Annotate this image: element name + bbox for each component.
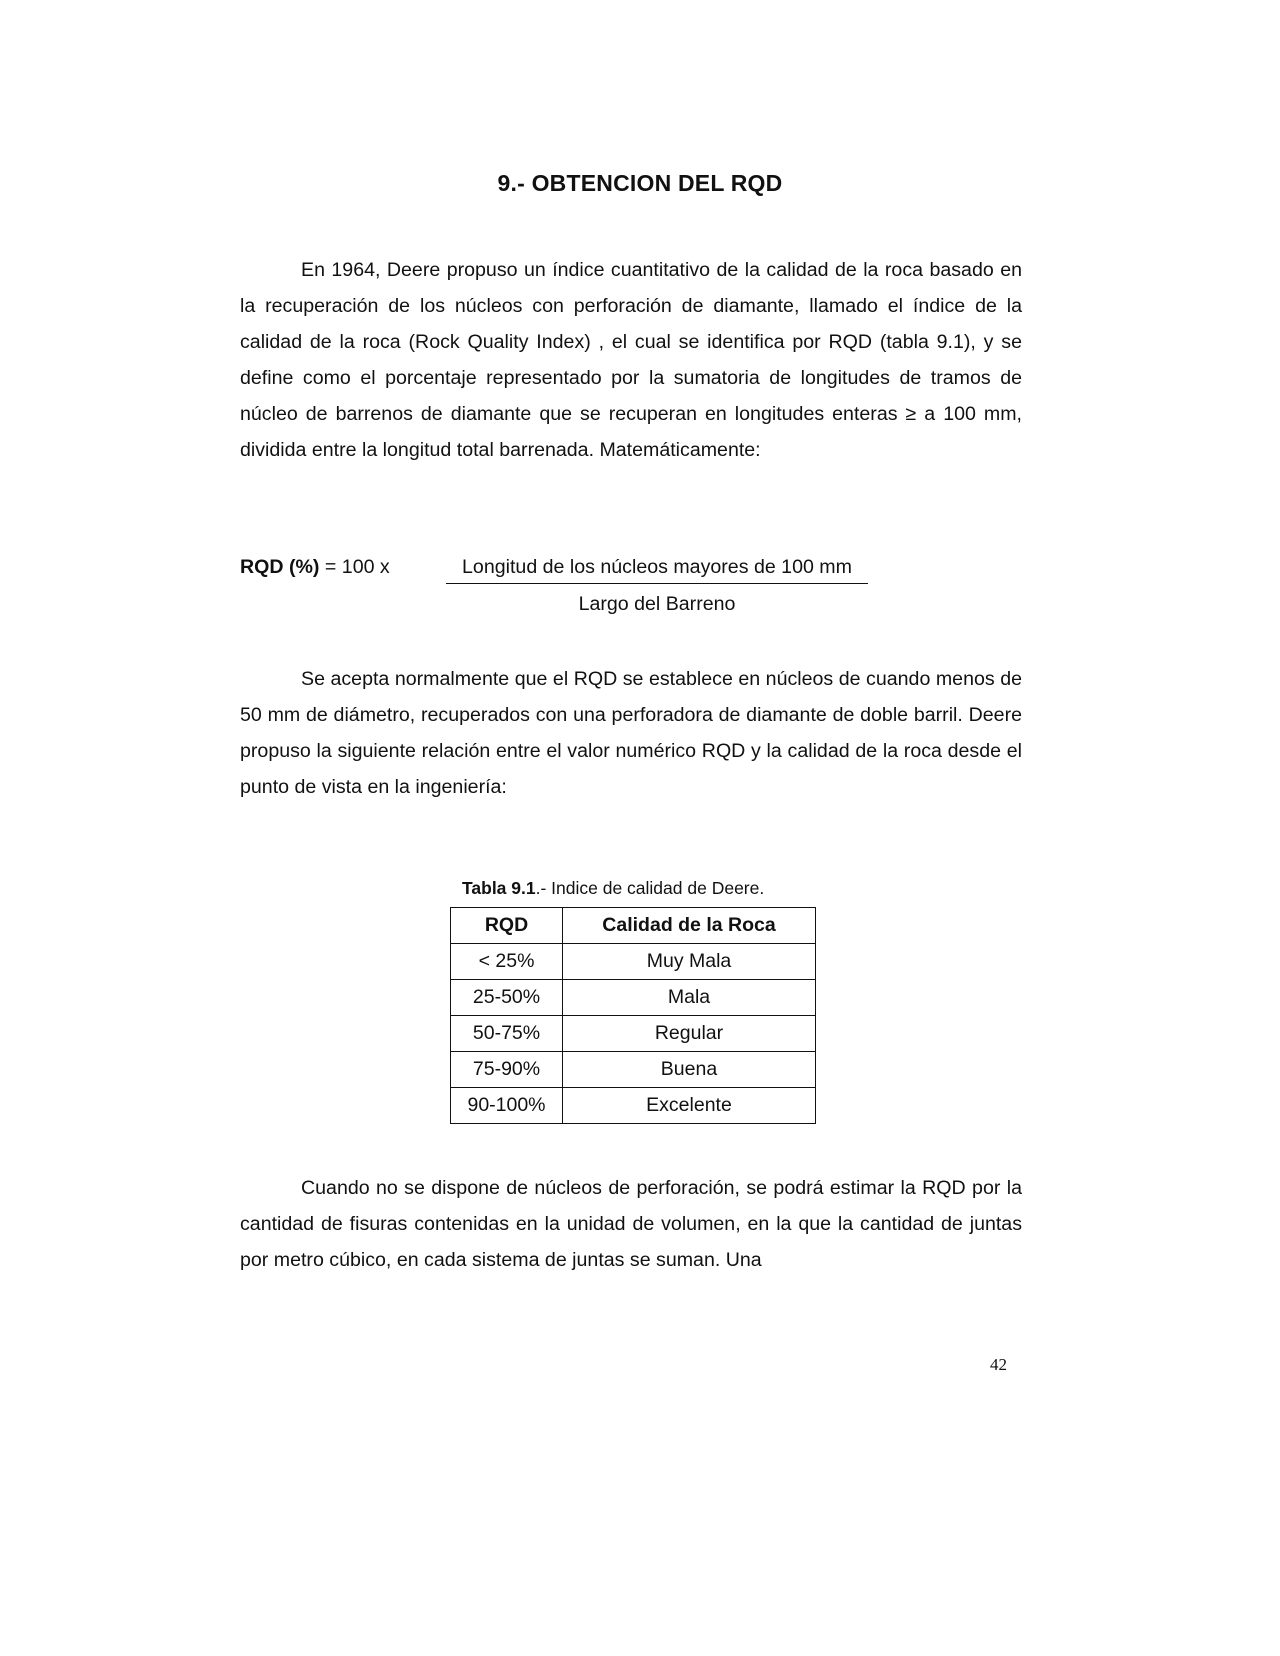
paragraph-rqd-definition: En 1964, Deere propuso un índice cuantitativo de la calidad de la roca basado en la recuperación de los núcleos con perforación de diamante, llamado el índice de la calidad de la roca (Rock Quality Index) , el cual se identifica por RQD (tabla 9.1), y se define como el porcentaje representado por la sumatoria de longitudes de tramos de núcleo de barrenos de diamante que se recuperan en longitudes enteras ≥ a 100 mm, dividida entre la longitud total barrenada. Matemáticamente: xyxy=(240,259,1022,461)
section-title: 9.- OBTENCION DEL RQD xyxy=(497,170,783,196)
table-caption xyxy=(462,877,764,899)
table-cell-quality: Muy Mala xyxy=(563,944,816,980)
table-cell-quality: Regular xyxy=(563,1016,816,1052)
paragraph-rqd-estimation: Cuando no se dispone de núcleos de perforación, se podrá estimar la RQD por la cantidad de fisuras contenidas en la unidad de volumen, en la que la cantidad de juntas por metro cúbico, en cada sistema de juntas se suman. Una xyxy=(240,1177,1022,1271)
table-cell-rqd: 90-100% xyxy=(451,1088,563,1124)
table-header-row xyxy=(451,908,816,944)
formula-denominator: Largo del Barreno xyxy=(578,593,736,615)
table-row xyxy=(451,980,816,1016)
formula-numerator: Longitud de los núcleos mayores de 100 mm xyxy=(446,552,868,584)
table-header-rqd: RQD xyxy=(451,908,563,944)
table-cell-quality: Excelente xyxy=(563,1088,816,1124)
formula-lhs xyxy=(240,552,390,582)
table-row xyxy=(451,1088,816,1124)
table-cell-quality: Mala xyxy=(563,980,816,1016)
table-cell-rqd: 75-90% xyxy=(451,1052,563,1088)
formula-label: RQD (%) xyxy=(240,556,320,578)
rqd-quality-table xyxy=(450,907,816,1124)
table-row xyxy=(451,944,816,980)
table-row xyxy=(451,1016,816,1052)
table-cell-rqd: < 25% xyxy=(451,944,563,980)
table-header-quality: Calidad de la Roca xyxy=(563,908,816,944)
paragraph-rqd-relation: Se acepta normalmente que el RQD se establece en núcleos de cuando menos de 50 mm de diámetro, recuperados con una perforadora de diamante de doble barril. Deere propuso la siguiente relación entre el valor numérico RQD y la calidad de la roca desde el punto de vista en la ingeniería: xyxy=(240,668,1022,798)
table-cell-quality: Buena xyxy=(563,1052,816,1088)
table-cell-rqd: 50-75% xyxy=(451,1016,563,1052)
formula-multiplier: = 100 x xyxy=(319,556,390,578)
table-cell-rqd: 25-50% xyxy=(451,980,563,1016)
page-number: 42 xyxy=(990,1355,1007,1374)
table-caption-label: Tabla 9.1 xyxy=(462,878,536,898)
table-caption-text: .- Indice de calidad de Deere. xyxy=(535,878,765,898)
table-row xyxy=(451,1052,816,1088)
